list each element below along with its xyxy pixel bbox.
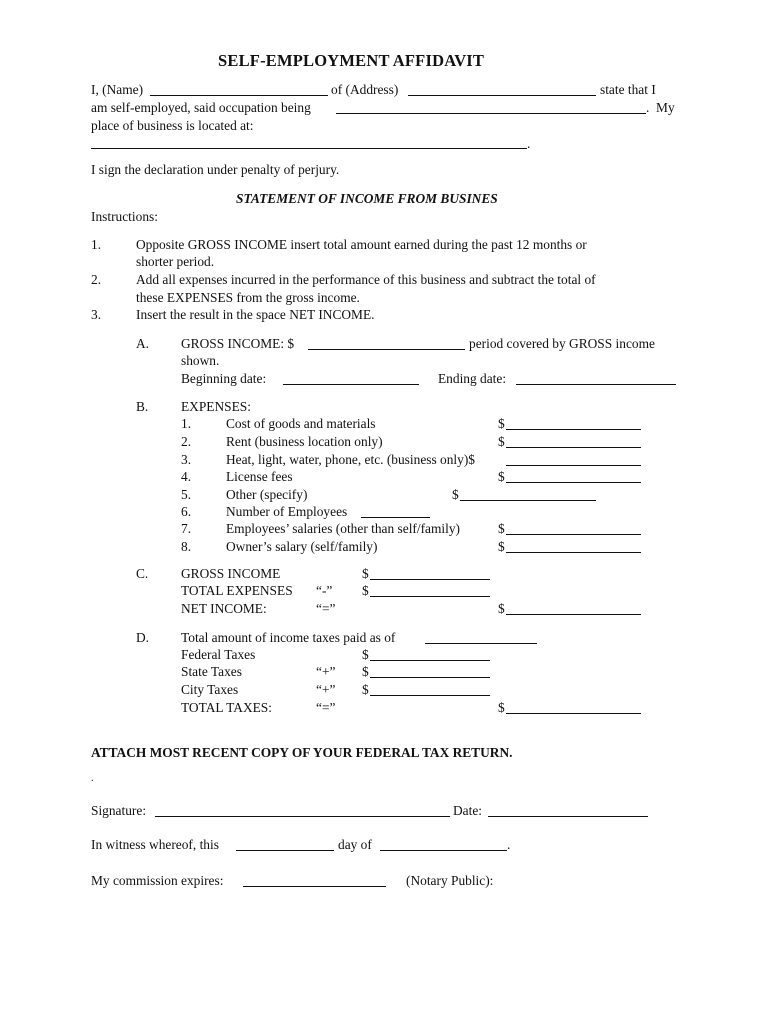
page-title: SELF-EMPLOYMENT AFFIDAVIT [218, 51, 485, 70]
gross-income-field[interactable] [308, 349, 465, 350]
expense-number: 7. [181, 521, 192, 536]
dollar-sign: $ [498, 700, 505, 715]
place-of-business-text: place of business is located at: [91, 118, 254, 133]
instruction-number: 1. [91, 237, 102, 252]
expense-number: 3. [181, 452, 192, 467]
expense-number: 1. [181, 416, 192, 431]
expense-number: 5. [181, 487, 192, 502]
expense-number: 6. [181, 504, 192, 519]
signature-date-field[interactable] [488, 816, 648, 817]
ending-date-label: Ending date: [438, 371, 507, 386]
shown-text: shown. [181, 353, 220, 368]
statement-heading: STATEMENT OF INCOME FROM BUSINES [236, 191, 498, 206]
instruction-number: 3. [91, 307, 102, 322]
my-text: . My [646, 100, 675, 115]
beginning-date-field[interactable] [283, 384, 419, 385]
period-text: . [507, 837, 511, 852]
occupation-field[interactable] [336, 113, 646, 114]
address-label: of (Address) [331, 82, 399, 97]
dollar-sign: $ [498, 539, 505, 554]
expense-label: Heat, light, water, phone, etc. (business only)$ [226, 452, 475, 467]
expense-label: Other (specify) [226, 487, 308, 502]
section-c-letter: C. [136, 566, 149, 581]
dollar-sign: $ [498, 601, 505, 616]
total-expenses-field[interactable] [370, 596, 490, 597]
expense-label: Rent (business location only) [226, 434, 383, 449]
witness-day-field[interactable] [236, 850, 334, 851]
expense-label: Number of Employees [226, 504, 348, 519]
business-location-field[interactable] [91, 148, 527, 149]
expense-amount-field[interactable] [506, 447, 641, 448]
city-taxes-label: City Taxes [181, 682, 239, 697]
section-d-letter: D. [136, 630, 150, 645]
minus-operator: “-” [316, 583, 333, 598]
net-income-field[interactable] [506, 614, 641, 615]
dollar-sign: $ [498, 521, 505, 536]
instruction-text: shorter period. [136, 254, 215, 269]
period-text: . [527, 136, 531, 151]
expense-label: Cost of goods and materials [226, 416, 376, 431]
plus-operator: “+” [316, 682, 336, 697]
equals-operator: “=” [316, 601, 336, 616]
instruction-text: Insert the result in the space NET INCOME. [136, 307, 375, 322]
dollar-sign: $ [498, 434, 505, 449]
signature-field[interactable] [155, 816, 450, 817]
day-of-text: day of [338, 837, 372, 852]
total-taxes-field[interactable] [506, 713, 641, 714]
expense-number: 4. [181, 469, 192, 484]
net-income-label: NET INCOME: [181, 601, 267, 616]
address-field[interactable] [408, 95, 596, 96]
total-taxes-paid-label: Total amount of income taxes paid as of [181, 630, 396, 645]
gross-income-summary-label: GROSS INCOME [181, 566, 281, 581]
state-that-text: state that I [600, 82, 656, 97]
expense-label: License fees [226, 469, 293, 484]
signature-label: Signature: [91, 803, 147, 818]
dollar-sign: $ [498, 416, 505, 431]
taxes-as-of-date-field[interactable] [425, 643, 537, 644]
other-expense-field[interactable] [460, 500, 596, 501]
name-field[interactable] [150, 95, 328, 96]
state-taxes-field[interactable] [370, 677, 490, 678]
witness-month-field[interactable] [380, 850, 507, 851]
section-a-letter: A. [136, 336, 150, 351]
state-taxes-label: State Taxes [181, 664, 242, 679]
plus-operator: “+” [316, 664, 336, 679]
perjury-statement: I sign the declaration under penalty of perjury. [91, 162, 340, 177]
employee-count-field[interactable] [361, 517, 430, 518]
federal-taxes-label: Federal Taxes [181, 647, 256, 662]
gross-income-summary-field[interactable] [370, 579, 490, 580]
expense-amount-field[interactable] [506, 534, 641, 535]
section-b-letter: B. [136, 399, 149, 414]
instructions-label: Instructions: [91, 209, 158, 224]
self-employed-text: am self-employed, said occupation being [91, 100, 311, 115]
name-label: I, (Name) [91, 82, 144, 97]
beginning-date-label: Beginning date: [181, 371, 267, 386]
notary-public-label: (Notary Public): [406, 873, 494, 888]
equals-operator: “=” [316, 700, 336, 715]
dollar-sign: $ [452, 487, 459, 502]
instruction-number: 2. [91, 272, 102, 287]
expense-label: Employees’ salaries (other than self/family) [226, 521, 461, 536]
city-taxes-field[interactable] [370, 695, 490, 696]
expense-amount-field[interactable] [506, 429, 641, 430]
dollar-sign: $ [362, 566, 369, 581]
expense-amount-field[interactable] [506, 552, 641, 553]
instruction-text: Add all expenses incurred in the performance of this business and subtract the total of [136, 272, 596, 287]
expense-amount-field[interactable] [506, 465, 641, 466]
dollar-sign: $ [362, 583, 369, 598]
date-label: Date: [453, 803, 482, 818]
commission-expires-label: My commission expires: [91, 873, 224, 888]
commission-expires-field[interactable] [243, 886, 386, 887]
total-taxes-label: TOTAL TAXES: [181, 700, 272, 715]
expense-number: 8. [181, 539, 192, 554]
gross-income-label: GROSS INCOME: $ [181, 336, 295, 351]
expense-number: 2. [181, 434, 192, 449]
ending-date-field[interactable] [516, 384, 676, 385]
instruction-text: Opposite GROSS INCOME insert total amount earned during the past 12 months or [136, 237, 587, 252]
period-covered-text: period covered by GROSS income [469, 336, 655, 351]
dollar-sign: $ [362, 647, 369, 662]
expenses-heading: EXPENSES: [181, 399, 251, 414]
total-expenses-label: TOTAL EXPENSES [181, 583, 293, 598]
federal-taxes-field[interactable] [370, 660, 490, 661]
witness-text: In witness whereof, this [91, 837, 219, 852]
stray-dot: . [91, 773, 94, 784]
attach-tax-return-notice: ATTACH MOST RECENT COPY OF YOUR FEDERAL TAX RETURN. [91, 745, 513, 760]
instruction-text: these EXPENSES from the gross income. [136, 290, 360, 305]
expense-label: Owner’s salary (self/family) [226, 539, 378, 554]
expense-amount-field[interactable] [506, 482, 641, 483]
dollar-sign: $ [362, 682, 369, 697]
dollar-sign: $ [498, 469, 505, 484]
dollar-sign: $ [362, 664, 369, 679]
